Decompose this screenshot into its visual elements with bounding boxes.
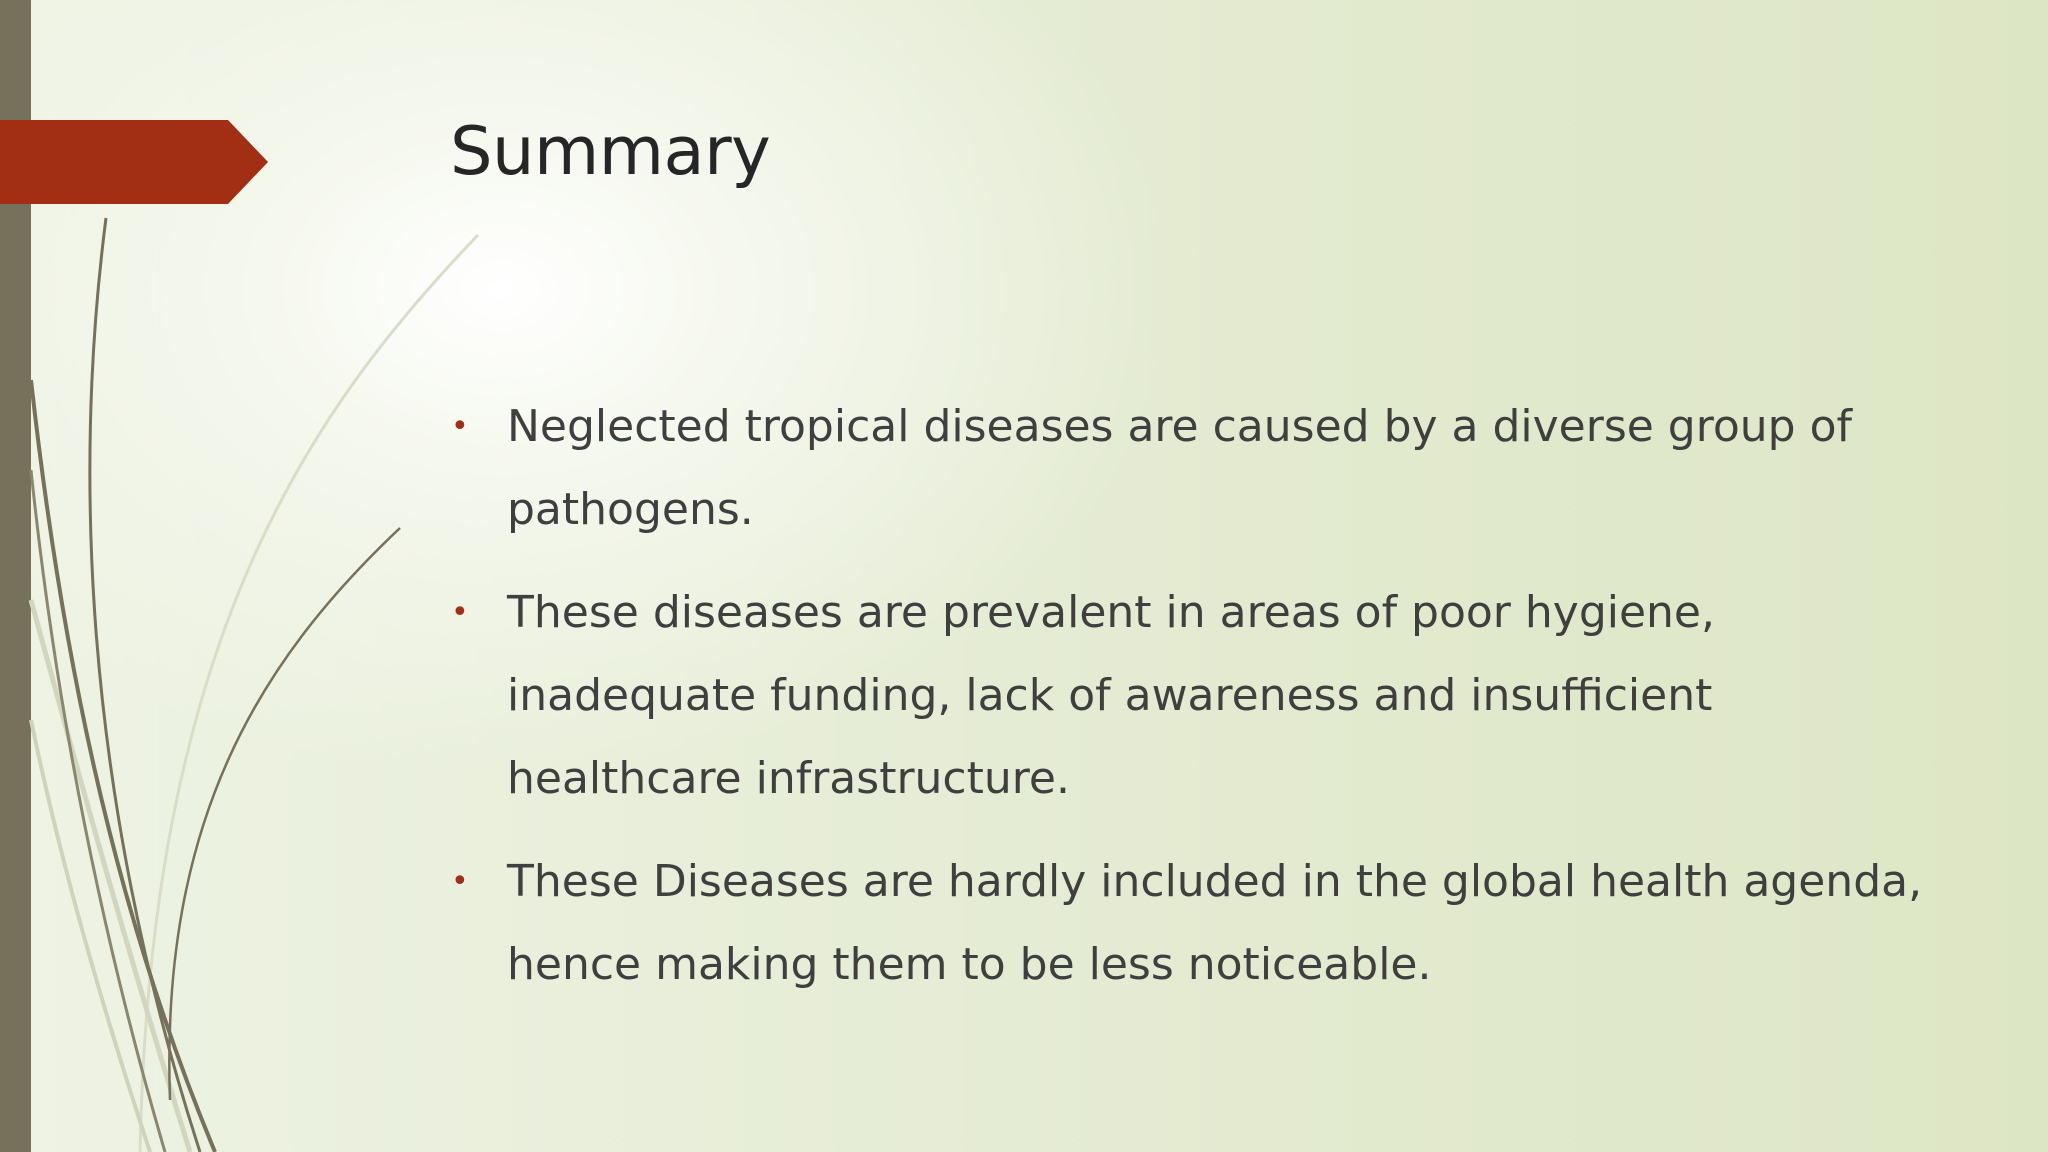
bullet-text: These Diseases are hardly included in the global health agenda, hence making them to be less noticeable.	[507, 856, 1923, 990]
bullet-text: Neglected tropical diseases are caused by a diverse group of pathogens.	[507, 401, 1852, 535]
bullet-list	[445, 385, 1925, 1026]
bullet-item	[445, 571, 1925, 820]
bullet-item	[445, 840, 1925, 1006]
bullet-marker: •	[451, 864, 469, 899]
bullet-marker: •	[451, 595, 469, 630]
bullet-text: These diseases are prevalent in areas of poor hygiene, inadequate funding, lack of awareness and insufficient healthcare infrastructure.	[507, 587, 1715, 804]
bullet-item	[445, 385, 1925, 551]
bullet-marker: •	[451, 409, 469, 444]
slide-title: Summary	[450, 112, 771, 190]
title-arrow-banner	[0, 120, 268, 204]
